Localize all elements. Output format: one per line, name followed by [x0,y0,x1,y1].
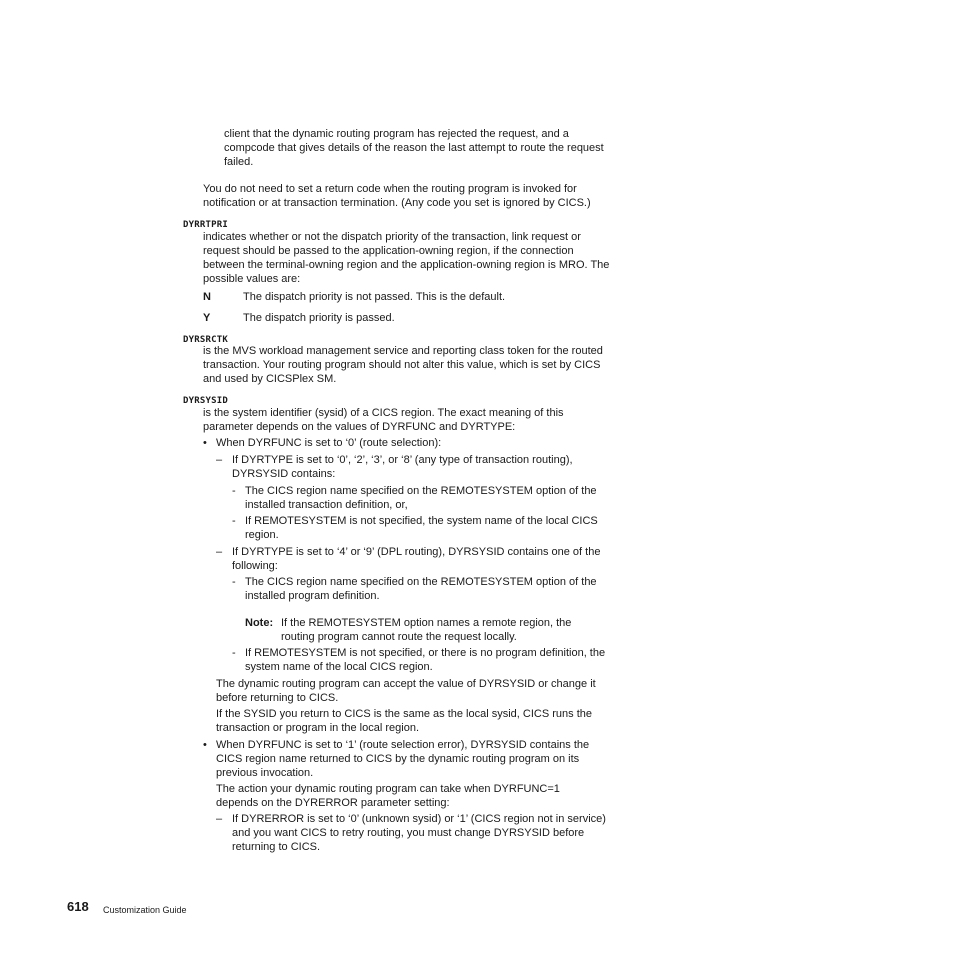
dash-mark: – [216,546,223,558]
hyphen-mark: - [232,576,236,588]
sub-remotesystem-program: The CICS region name specified on the REMOTESYSTEM option of the installed program definition. [245,576,597,602]
footer-title: Customization Guide [103,905,187,915]
value-key-y: Y [203,312,211,324]
dyrrtpri-description: indicates whether or not the dispatch priority of the transaction, link request or request should be passed to the application-owning region, if the connection between the terminal-owning region and the application-owning region is MRO. The possible values are: [203,231,610,285]
local-sysid-paragraph: If the SYSID you return to CICS is the same as the local sysid, CICS runs the transaction or program in the local region. [216,708,592,734]
bullet-mark: • [203,739,207,751]
dash-transaction-routing: If DYRTYPE is set to ‘0’, ‘2’, ‘3’, or ‘8’ (any type of transaction routing), DYRSYSID contains: [232,454,573,480]
hyphen-mark: - [232,647,236,659]
dyrsysid-term: DYRSYSID [183,396,228,406]
return-code-paragraph: You do not need to set a return code when the routing program is invoked for notification or at transaction termination. (Any code you set is ignored by CICS.) [203,183,591,209]
value-text-y: The dispatch priority is passed. [243,312,395,324]
dyrsrctk-term: DYRSRCTK [183,335,228,345]
hyphen-mark: - [232,485,236,497]
sub-no-program-definition: If REMOTESYSTEM is not specified, or there is no program definition, the system name of the local CICS region. [245,647,606,673]
bullet-route-selection-error: When DYRFUNC is set to ‘1’ (route selection error), DYRSYSID contains the CICS region name returned to CICS by the dynamic routing program on its previous invocation. [216,739,590,779]
dash-dpl-routing: If DYRTYPE is set to ‘4’ or ‘9’ (DPL routing), DYRSYSID contains one of the following: [232,546,601,572]
page-number: 618 [67,899,89,914]
note-label: Note: [245,617,274,629]
dash-mark: – [216,454,223,466]
accept-value-paragraph: The dynamic routing program can accept the value of DYRSYSID or change it before returning to CICS. [216,678,596,704]
sub-local-region: If REMOTESYSTEM is not specified, the system name of the local CICS region. [245,515,598,541]
dyrsrctk-description: is the MVS workload management service and reporting class token for the routed transaction. Your routing program should not alter this value, which is set by CICS and used by CICSPlex SM. [203,345,603,385]
value-key-n: N [203,291,211,303]
dyrrtpri-term: DYRRTPRI [183,220,228,230]
value-text-n: The dispatch priority is not passed. This is the default. [243,291,506,303]
hyphen-mark: - [232,515,236,527]
action-paragraph: The action your dynamic routing program can take when DYRFUNC=1 depends on the DYRERROR parameter setting: [216,783,560,809]
sub-remotesystem-transaction: The CICS region name specified on the REMOTESYSTEM option of the installed transaction definition, or, [245,485,597,511]
dash-mark: – [216,813,223,825]
note-text: If the REMOTESYSTEM option names a remote region, the routing program cannot route the request locally. [281,617,572,643]
dash-dyrerror: If DYRERROR is set to ‘0’ (unknown sysid) or ‘1’ (CICS region not in service) and you want CICS to retry routing, you must change DYRSYSID before returning to CICS. [232,813,606,853]
continued-paragraph: client that the dynamic routing program has rejected the request, and a compcode that gives details of the reason the last attempt to route the request failed. [224,128,604,168]
bullet-route-selection: When DYRFUNC is set to ‘0’ (route selection): [216,437,442,449]
bullet-mark: • [203,437,207,449]
dyrsysid-description: is the system identifier (sysid) of a CICS region. The exact meaning of this parameter depends on the values of DYRFUNC and DYRTYPE: [203,407,564,433]
